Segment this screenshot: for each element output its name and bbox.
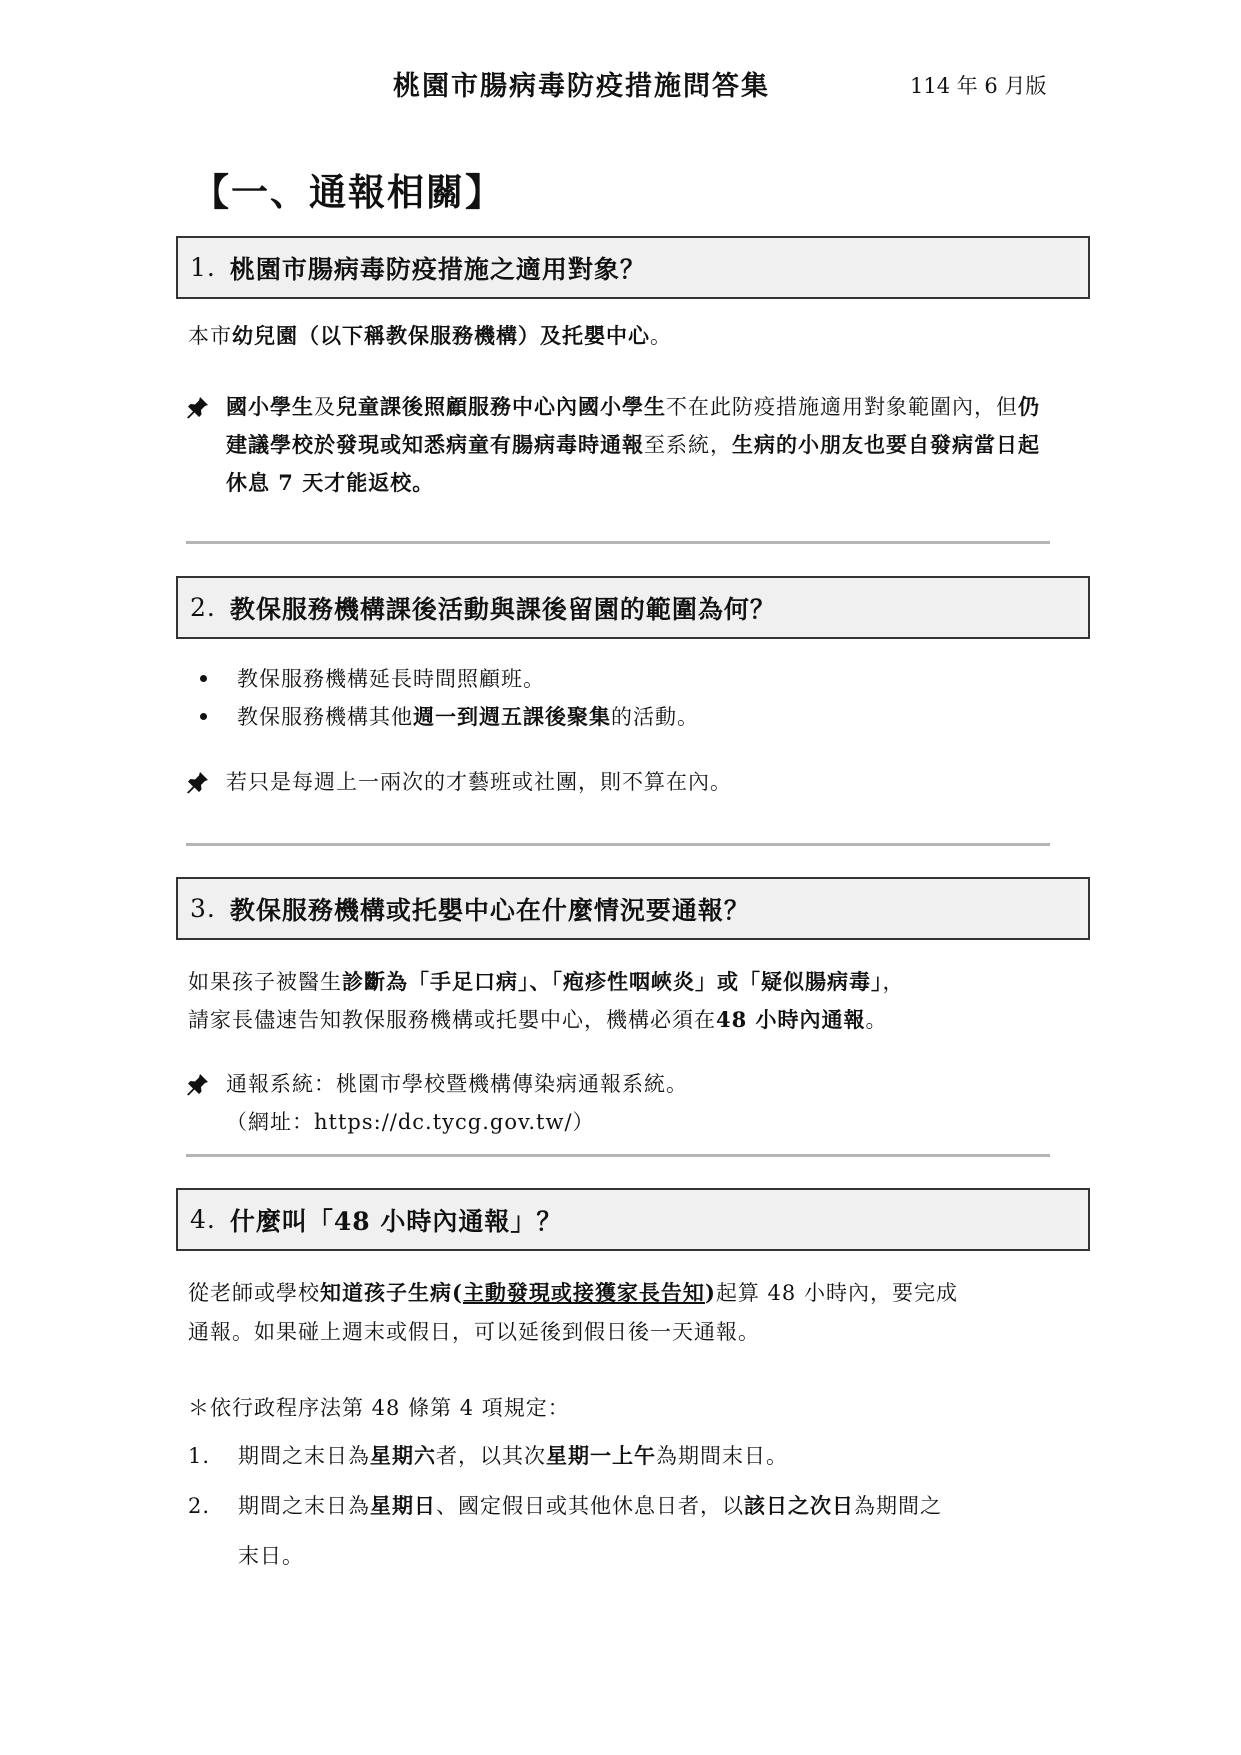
answer-bold: 幼兒園（以下稱教保服務機構）及托嬰中心 [232,323,650,348]
list-item-bold: 星期日 [370,1493,436,1518]
answer-text: 。 [650,324,672,348]
question-box-3 [176,877,1090,940]
question-number: 1. [190,253,216,282]
url-text: （網址：https://dc.tycg.gov.tw/） [226,1110,595,1134]
question-text: 桃園市腸病毒防疫措施之適用對象？ [229,254,646,284]
list-item-text: 教保服務機構其他 [237,705,413,729]
note-text: 若只是每週上一兩次的才藝班或社團，則不算在內。 [226,770,732,794]
note-text: 至系統， [644,433,732,457]
note-bold: 仍建議學校於發現或知悉病童有腸病毒時通報 [226,394,1040,457]
answer-bold: 48 小時內通報 [716,1007,866,1032]
note-2 [186,763,1066,801]
list-number: 2. [188,1494,211,1518]
list-item-continuation: 末日。 [238,1544,304,1568]
list-item [200,701,699,731]
question-number: 3. [190,894,216,923]
list-item-text: 期間之末日為 [238,1494,370,1518]
note-1 [186,388,1056,502]
list-item-bold: 週一到週五課後聚集 [413,704,611,729]
list-item-text: 者，以其次 [436,1444,546,1468]
question-box-1 [176,236,1090,299]
bullet-icon [200,713,207,720]
answer-bold: 知道孩子生病( [320,1280,463,1305]
list-item [200,663,545,693]
list-item-bold: 星期六 [370,1443,436,1468]
answer-bold: ) [704,1280,716,1305]
answer-text: 本市 [188,324,232,348]
list-number: 1. [188,1444,211,1468]
question-box-4 [176,1188,1090,1251]
list-item-text: 教保服務機構延長時間照顧班。 [237,667,545,691]
divider [186,541,1050,544]
pushpin-icon [186,1072,210,1096]
document-version: 114 年 6 月版 [910,74,1047,98]
list-item-text: 期間之末日為 [238,1444,370,1468]
answer-text: 。 [865,1008,888,1032]
note-bold: 兒童課後照顧服務中心內國小學生 [336,394,666,419]
list-item [188,1440,788,1470]
answer-text: 起算 48 小時內，要完成 [715,1281,958,1305]
bullet-icon [200,675,207,682]
divider [186,1154,1050,1157]
question-text: 什麼叫「48 小時內通報」？ [229,1206,563,1236]
note-text: 及 [314,395,336,419]
answer-text: 如果孩子被醫生 [188,970,342,994]
answer-3-line-1 [188,964,905,1000]
question-box-2 [176,576,1090,639]
document-title: 桃園市腸病毒防疫措施問答集 [393,71,770,102]
list-item-text: 的活動。 [611,705,699,729]
list-item-bold: 該日之次日 [744,1493,854,1518]
note-text: 通報系統：桃園市學校暨機構傳染病通報系統。 [226,1072,688,1096]
answer-4-line-2: 通報。如果碰上週末或假日，可以延後到假日後一天通報。 [188,1320,760,1344]
divider [186,843,1050,846]
answer-bold-underline: 主動發現或接獲家長告知 [462,1280,705,1305]
answer-1 [188,318,672,354]
pushpin-icon [186,770,210,794]
pushpin-icon [186,395,210,419]
list-item-text: 為期間末日。 [656,1444,788,1468]
list-item-text: 為期間之 [854,1494,942,1518]
list-item [188,1490,942,1520]
answer-3-line-2 [188,1002,888,1038]
note-bold: 國小學生 [226,394,314,419]
note-text: 不在此防疫措施適用對象範圍內，但 [666,395,1018,419]
question-number: 4. [190,1205,216,1234]
note-bold: 生病的小朋友也要自發病當日起休息 7 天才能返校。 [226,432,1040,495]
answer-bold: 診斷為「手足口病」、「疱疹性咽峽炎」或「疑似腸病毒」 [342,969,883,994]
answer-text: 請家長儘速告知教保服務機構或托嬰中心，機構必須在 [188,1008,716,1032]
list-item-text: 、國定假日或其他休息日者，以 [436,1494,744,1518]
answer-text: ， [882,970,905,994]
list-item-bold: 星期一上午 [546,1443,656,1468]
law-intro: ＊依行政程序法第 48 條第 4 項規定： [188,1396,570,1420]
answer-4-line-1 [188,1275,958,1311]
answer-text: 從老師或學校 [188,1281,320,1305]
question-number: 2. [190,593,216,622]
question-text: 教保服務機構課後活動與課後留園的範圍為何？ [229,594,776,624]
question-text: 教保服務機構或托嬰中心在什麼情況要通報？ [229,895,750,925]
section-title: 【一、通報相關】 [192,170,504,214]
note-3 [186,1065,1066,1141]
